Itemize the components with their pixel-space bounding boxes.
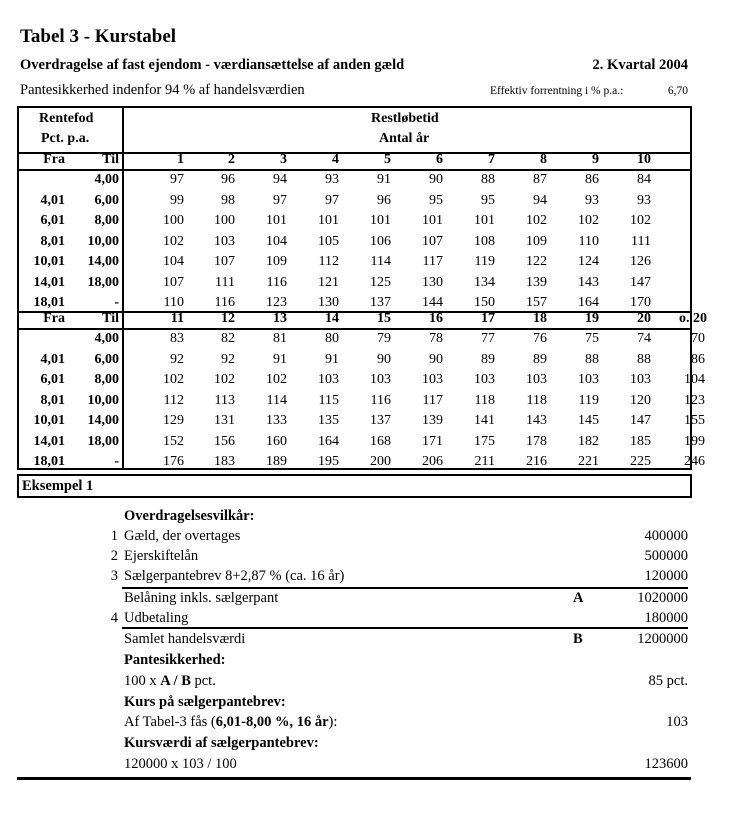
til-header: Til (102, 311, 119, 326)
kurs-cell: 131 (214, 413, 235, 428)
pantesikkerhed-note: Pantesikkerhed indenfor 94 % af handelsværdien (20, 82, 305, 98)
kurs-cell: 75 (585, 331, 599, 346)
kurs-cell: 95 (429, 192, 443, 208)
kurstabel (17, 106, 707, 470)
kurs-cell: 105 (318, 233, 339, 249)
year-header: 6 (436, 152, 443, 167)
year-header: 12 (221, 311, 235, 326)
kurs-cell: 104 (266, 233, 287, 249)
bottom-rule (17, 777, 691, 780)
item-letter: A (573, 590, 584, 606)
kurs-cell: 74 (637, 331, 651, 346)
restlobetid-heading: Restløbetid (371, 111, 439, 126)
rate-from: 4,01 (40, 351, 65, 367)
kurs-cell: 199 (684, 433, 705, 449)
rate-to: 8,00 (94, 372, 119, 387)
kurs-cell: 176 (163, 454, 184, 469)
kurs-cell: 101 (370, 213, 391, 228)
til-header: Til (102, 152, 119, 167)
rate-from: 14,01 (33, 433, 65, 449)
kurs-cell: 147 (630, 274, 651, 290)
kurs-cell: 211 (474, 454, 495, 469)
rate-to: 14,00 (87, 254, 119, 269)
sum-rule (122, 587, 688, 589)
kurs-cell: 115 (318, 392, 339, 408)
kurs-cell: 81 (273, 331, 287, 346)
kurs-cell: 109 (266, 254, 287, 269)
kurs-cell: 84 (637, 172, 651, 187)
example-item-row (0, 631, 748, 651)
kursvaerdi-heading: Kursværdi af sælgerpantebrev: (124, 735, 319, 751)
year-header: 7 (488, 152, 495, 167)
kurs-cell: 103 (422, 372, 443, 387)
item-text: Belåning inkls. sælgerpant (124, 590, 279, 606)
kurs-cell: 120 (630, 392, 651, 408)
kurs-cell: 134 (474, 274, 495, 290)
rate-to: - (114, 454, 119, 469)
divider (19, 169, 690, 171)
antal-heading: Antal år (379, 131, 430, 146)
kurs-cell: 150 (474, 295, 495, 310)
kurs-cell: 139 (422, 413, 443, 428)
sum-rule (122, 627, 688, 629)
kurs-cell: 216 (526, 454, 547, 469)
kurs-cell: 103 (526, 372, 547, 387)
kurs-cell: 178 (526, 433, 547, 449)
kurs-cell: 93 (585, 192, 599, 208)
kurs-cell: 94 (533, 192, 547, 208)
kurs-cell: 123 (266, 295, 287, 310)
rate-to: 4,00 (94, 331, 119, 346)
item-letter: B (573, 631, 583, 647)
example-item-row (0, 528, 748, 548)
kurs-cell: 76 (533, 331, 547, 346)
kurs-cell: 117 (422, 392, 443, 408)
kurs-cell: 104 (163, 254, 184, 269)
kurs-cell: 96 (377, 192, 391, 208)
year-header: 5 (384, 152, 391, 167)
kurs-cell: 112 (318, 254, 339, 269)
kurs-value: 103 (666, 714, 688, 730)
kurs-cell: 118 (474, 392, 495, 408)
kurs-cell: 141 (474, 413, 495, 428)
rate-to: 10,00 (87, 233, 119, 249)
kurs-cell: 145 (578, 413, 599, 428)
kurs-cell: 89 (481, 351, 495, 367)
kurs-cell: 80 (325, 331, 339, 346)
item-text: Samlet handelsværdi (124, 631, 246, 647)
year-header: o. 20 (679, 311, 707, 326)
kurs-cell: 135 (318, 413, 339, 428)
item-number: 3 (110, 568, 118, 584)
kurs-cell: 86 (585, 172, 599, 187)
rate-to: 14,00 (87, 413, 119, 428)
rate-to: 18,00 (87, 433, 119, 449)
kurs-cell: 96 (221, 172, 235, 187)
kurs-cell: 160 (266, 433, 287, 449)
kurs-cell: 114 (370, 254, 391, 269)
kurs-cell: 102 (526, 213, 547, 228)
year-header: 9 (592, 152, 599, 167)
kurs-cell: 164 (318, 433, 339, 449)
kurs-cell: 116 (266, 274, 287, 290)
kurs-cell: 116 (214, 295, 235, 310)
kurs-cell: 143 (526, 413, 547, 428)
year-header: 19 (585, 311, 599, 326)
kurs-cell: 156 (214, 433, 235, 449)
kurs-cell: 200 (370, 454, 391, 469)
year-header: 2 (228, 152, 235, 167)
rate-to: 6,00 (94, 351, 119, 367)
kurs-cell: 133 (266, 413, 287, 428)
kurs-text-bold: 6,01-8,00 %, 16 år (215, 714, 329, 730)
kurs-cell: 92 (221, 351, 235, 367)
kurs-cell: 246 (684, 454, 705, 469)
kurs-cell: 126 (630, 254, 651, 269)
kurs-cell: 88 (637, 351, 651, 367)
kurs-cell: 101 (474, 213, 495, 228)
vilkaar-heading: Overdragelsesvilkår: (124, 508, 255, 524)
item-value: 120000 (644, 568, 688, 584)
rate-to: 6,00 (94, 192, 119, 208)
kurs-cell: 183 (214, 454, 235, 469)
kurs-cell: 195 (318, 454, 339, 469)
rate-from: 10,01 (33, 254, 65, 269)
kurs-cell: 79 (377, 331, 391, 346)
rate-from: 6,01 (40, 372, 65, 387)
year-header: 10 (637, 152, 651, 167)
kurs-cell: 91 (377, 172, 391, 187)
year-header: 14 (325, 311, 339, 326)
rate-from: 10,01 (33, 413, 65, 428)
kurs-cell: 88 (585, 351, 599, 367)
fra-header: Fra (43, 311, 65, 326)
kurs-cell: 89 (533, 351, 547, 367)
kurs-cell: 175 (474, 433, 495, 449)
kurs-cell: 123 (684, 392, 705, 408)
kurs-cell: 130 (422, 274, 443, 290)
example-item-row (0, 548, 748, 568)
year-header: 8 (540, 152, 547, 167)
rate-from: 8,01 (40, 392, 65, 408)
rate-from: 18,01 (33, 295, 65, 310)
subtitle: Overdragelse af fast ejendom - værdiansættelse af anden gæld (20, 57, 405, 73)
item-value: 500000 (644, 548, 688, 564)
rentefod-heading: Rentefod (39, 111, 94, 126)
kurs-cell: 109 (526, 233, 547, 249)
kursvaerdi-heading-row (0, 735, 748, 755)
kurs-cell: 152 (163, 433, 184, 449)
example-title: Eksempel 1 (22, 478, 94, 494)
kurs-cell: 171 (422, 433, 443, 449)
kurs-cell: 206 (422, 454, 443, 469)
kurs-cell: 83 (170, 331, 184, 346)
kurs-cell: 182 (578, 433, 599, 449)
pantesikkerhed-heading-row (0, 652, 748, 672)
kurs-cell: 130 (318, 295, 339, 310)
kurs-cell: 90 (377, 351, 391, 367)
kurs-cell: 95 (481, 192, 495, 208)
rate-from: 14,01 (33, 274, 65, 290)
kursvaerdi-value: 123600 (644, 756, 688, 772)
effektiv-forrentning-label: Effektiv forrentning i % p.a.: (490, 85, 624, 97)
kurs-cell: 98 (221, 192, 235, 208)
pantesikkerhed-heading: Pantesikkerhed: (124, 652, 226, 668)
kurs-cell: 107 (422, 233, 443, 249)
kurs-cell: 125 (370, 274, 391, 290)
example-item-row (0, 590, 748, 610)
pct-heading: Pct. p.a. (41, 131, 90, 146)
kurs-cell: 99 (170, 192, 184, 208)
kurs-cell: 189 (266, 454, 287, 469)
vilkaar-heading-row (0, 508, 748, 528)
kurs-cell: 103 (370, 372, 391, 387)
kurs-cell: 101 (266, 213, 287, 228)
rate-from: 8,01 (40, 233, 65, 249)
rate-to: 10,00 (87, 392, 119, 408)
kurs-cell: 103 (578, 372, 599, 387)
year-header: 17 (481, 311, 495, 326)
kurs-cell: 143 (578, 274, 599, 290)
kurs-cell: 101 (318, 213, 339, 228)
kurs-cell: 102 (578, 213, 599, 228)
kurs-cell: 112 (163, 392, 184, 408)
kurs-cell: 225 (630, 454, 651, 469)
kursvaerdi-row (0, 756, 748, 776)
item-value: 1200000 (637, 631, 688, 647)
kurs-cell: 157 (526, 295, 547, 310)
kurs-cell: 78 (429, 331, 443, 346)
item-text: Gæld, der overtages (124, 528, 241, 544)
kurs-cell: 97 (170, 172, 184, 187)
formula-text: 100 x (124, 673, 161, 689)
example-box (17, 474, 692, 498)
kurs-cell: 93 (637, 192, 651, 208)
kursvaerdi-formula: 120000 x 103 / 100 (124, 756, 237, 772)
kurs-cell: 104 (684, 372, 705, 387)
kurs-cell: 118 (526, 392, 547, 408)
kurs-cell: 102 (163, 372, 184, 387)
kurs-cell: 86 (691, 351, 705, 367)
kurs-cell: 94 (273, 172, 287, 187)
kurs-cell: 129 (163, 413, 184, 428)
kurs-cell: 185 (630, 433, 651, 449)
column-divider (122, 108, 124, 468)
rate-from: 4,01 (40, 192, 65, 208)
kurs-cell: 103 (214, 233, 235, 249)
kurs-cell: 102 (214, 372, 235, 387)
kurs-text (124, 714, 337, 731)
kurs-cell: 147 (630, 413, 651, 428)
year-header: 18 (533, 311, 547, 326)
kurs-heading-row (0, 694, 748, 714)
rate-to: 8,00 (94, 213, 119, 228)
kurs-cell: 124 (578, 254, 599, 269)
divider (19, 328, 690, 330)
rate-to: 4,00 (94, 172, 119, 187)
kurs-cell: 100 (214, 213, 235, 228)
item-number: 4 (110, 610, 118, 626)
kurs-cell: 70 (691, 331, 705, 346)
kurs-cell: 139 (526, 274, 547, 290)
kurs-cell: 82 (221, 331, 235, 346)
example-item-row (0, 568, 748, 588)
year-header: 15 (377, 311, 391, 326)
item-text: Ejerskiftelån (124, 548, 199, 564)
item-value: 180000 (644, 610, 688, 626)
kurs-heading: Kurs på sælgerpantebrev: (124, 694, 286, 710)
year-header: 4 (332, 152, 339, 167)
year-header: 20 (637, 311, 651, 326)
kurs-cell: 221 (578, 454, 599, 469)
kurs-cell: 137 (370, 295, 391, 310)
kurs-cell: 155 (684, 413, 705, 428)
kurs-cell: 100 (163, 213, 184, 228)
kurs-cell: 116 (370, 392, 391, 408)
kurs-cell: 97 (325, 192, 339, 208)
kurs-cell: 117 (422, 254, 443, 269)
kurs-cell: 110 (578, 233, 599, 249)
effektiv-forrentning-value: 6,70 (667, 85, 688, 97)
kurs-cell: 93 (325, 172, 339, 187)
kurs-cell: 91 (273, 351, 287, 367)
year-header: 3 (280, 152, 287, 167)
item-text: Sælgerpantebrev 8+2,87 % (ca. 16 år) (124, 568, 345, 584)
rate-from: 6,01 (40, 213, 65, 228)
item-number: 1 (110, 528, 118, 544)
kurs-cell: 88 (481, 172, 495, 187)
kurs-cell: 121 (318, 274, 339, 290)
item-number: 2 (110, 548, 118, 564)
kurs-text-post: ): (328, 714, 338, 730)
formula-bold: A / B (160, 673, 191, 689)
fra-header: Fra (43, 152, 65, 167)
kurs-cell: 111 (631, 233, 651, 249)
rate-to: 18,00 (87, 274, 119, 290)
kurs-cell: 91 (325, 351, 339, 367)
kurs-cell: 170 (630, 295, 651, 310)
item-text: Udbetaling (124, 610, 189, 626)
kurs-cell: 77 (481, 331, 495, 346)
pantesikkerhed-row (0, 673, 748, 693)
kurs-cell: 106 (370, 233, 391, 249)
page-title: Tabel 3 - Kurstabel (20, 26, 177, 47)
pantesikkerhed-value: 85 pct. (648, 673, 688, 689)
kurs-cell: 102 (630, 213, 651, 228)
year-header: 16 (429, 311, 443, 326)
kurs-cell: 102 (163, 233, 184, 249)
kurs-cell: 119 (578, 392, 599, 408)
kurs-cell: 144 (422, 295, 443, 310)
item-value: 1020000 (637, 590, 688, 606)
kurs-cell: 122 (526, 254, 547, 269)
kurs-cell: 87 (533, 172, 547, 187)
kurs-cell: 168 (370, 433, 391, 449)
kurs-cell: 103 (318, 372, 339, 387)
kurs-cell: 90 (429, 351, 443, 367)
pantesikkerhed-formula (124, 673, 216, 690)
year-header: 13 (273, 311, 287, 326)
item-value: 400000 (644, 528, 688, 544)
year-header: 11 (170, 311, 184, 326)
kurs-cell: 119 (474, 254, 495, 269)
kurs-cell: 113 (214, 392, 235, 408)
rate-to: - (114, 295, 119, 310)
year-header: 1 (177, 152, 184, 167)
kurs-cell: 102 (266, 372, 287, 387)
kurs-cell: 114 (266, 392, 287, 408)
kurs-cell: 103 (474, 372, 495, 387)
kurs-cell: 103 (630, 372, 651, 387)
rate-from: 18,01 (33, 454, 65, 469)
kurs-cell: 110 (163, 295, 184, 310)
kurs-cell: 97 (273, 192, 287, 208)
kurs-cell: 137 (370, 413, 391, 428)
formula-text: pct. (190, 673, 216, 689)
kurs-cell: 107 (214, 254, 235, 269)
kurs-row (0, 714, 748, 734)
kurs-cell: 107 (163, 274, 184, 290)
kurs-cell: 92 (170, 351, 184, 367)
kurs-text-pre: Af Tabel-3 fås ( (124, 714, 216, 730)
kurs-cell: 108 (474, 233, 495, 249)
kurs-cell: 101 (422, 213, 443, 228)
kurs-cell: 164 (578, 295, 599, 310)
kurs-cell: 111 (215, 274, 235, 290)
kurs-cell: 90 (429, 172, 443, 187)
quarter-label: 2. Kvartal 2004 (592, 57, 688, 73)
